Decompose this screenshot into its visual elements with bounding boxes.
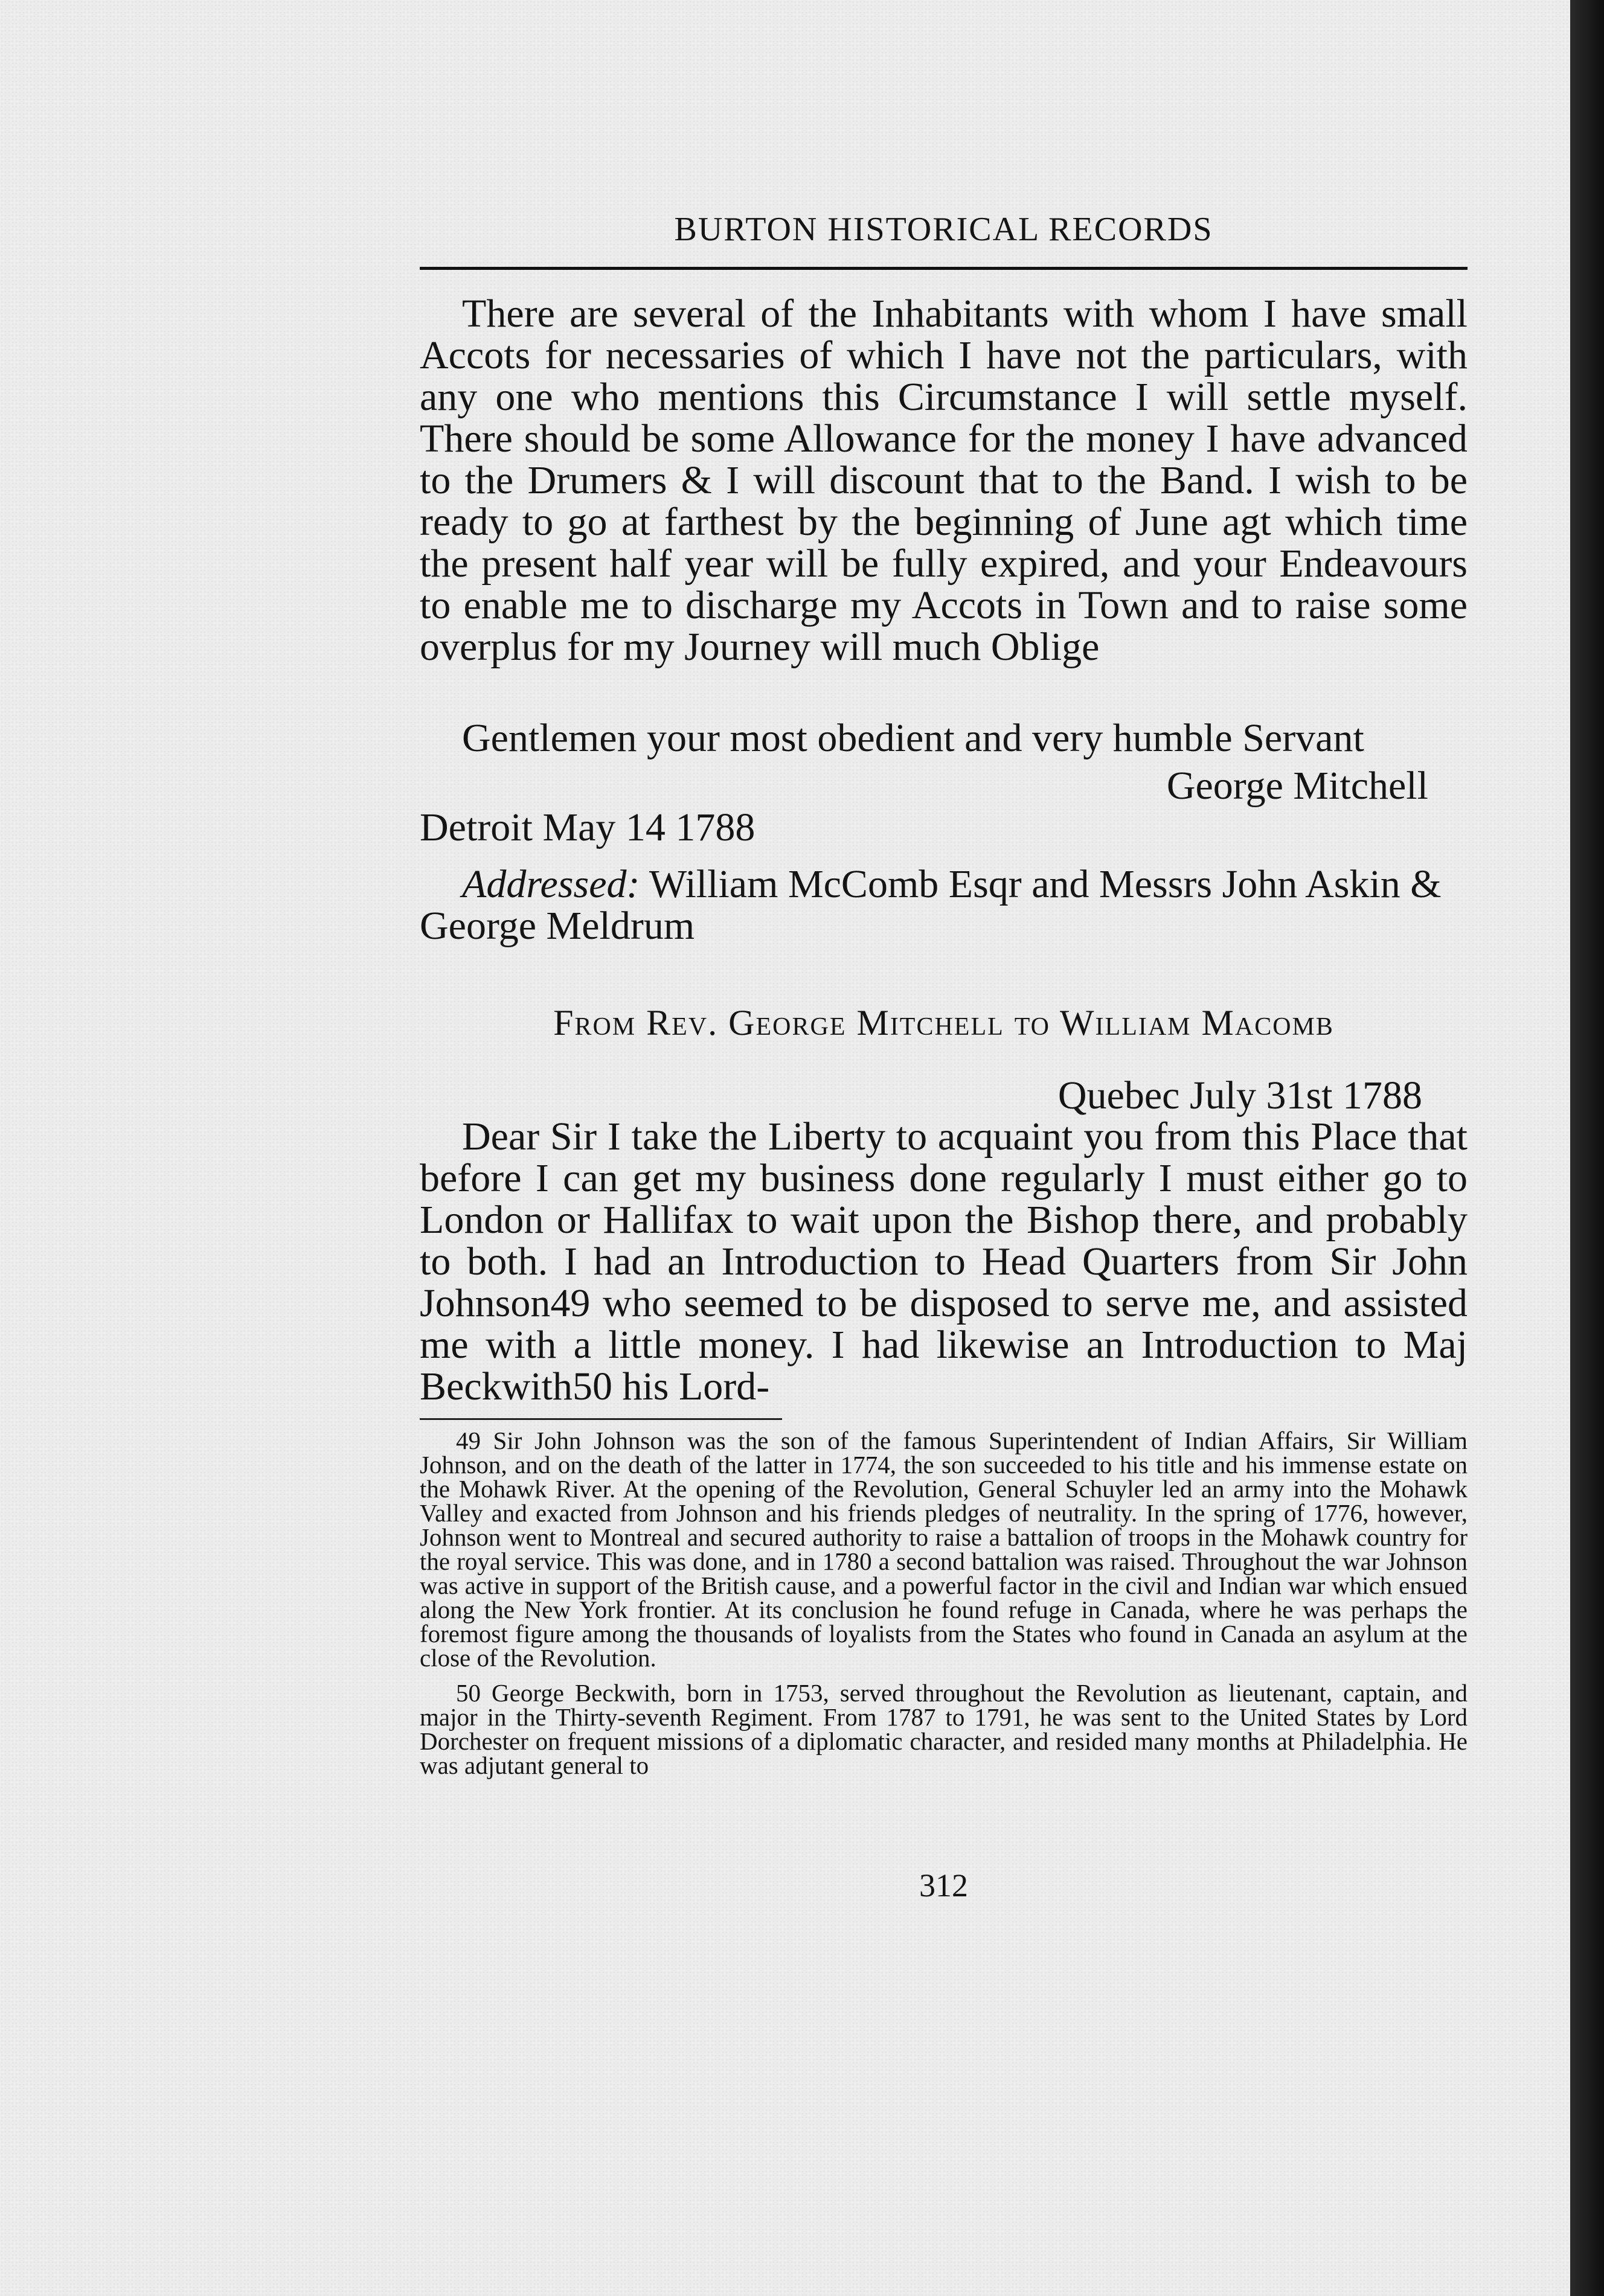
letter2-dateline: Quebec July 31st 1788 (1057, 1073, 1422, 1118)
letter2-body (420, 1116, 1468, 1407)
page-number: 312 (919, 1867, 968, 1904)
scan-edge-shadow (1570, 0, 1604, 2296)
letter1-closing: Gentlemen your most obedient and very humble Servant (462, 716, 1364, 760)
letter1-signature: George Mitchell (1166, 764, 1428, 808)
letter1-address (420, 863, 1468, 947)
footnote-49: 49 Sir John Johnson was the son of the famous Superintendent of Indian Affairs, Sir William Johnson, and on the death of the latter in 1774, the son succeeded to his title and his immense estate on the Mohawk River. At the opening of the Revolution, General Schuyler led an army into the Mohawk Valley and exacted from Johnson and his friends pledges of neutrality. In the spring of 1776, however, Johnson went to Montreal and secured authority to raise a battalion of troops in the Mohawk country for the royal service. This was done, and in 1780 a second battalion was raised. Throughout the war Johnson was active in support of the British cause, and a powerful factor in the civil and Indian war which ensued along the New York frontier. At its conclusion he found refuge in Canada, where he was perhaps the foremost figure among the thousands of loyalists from the States who found in Canada an asylum at the close of the Revolution. (420, 1427, 1468, 1672)
letter1-paragraph: There are several of the Inhabitants with whom I have small Accots for necessaries of which I have not the particulars, with any one who mentions this Circumstance I will settle myself. There should be some Allowance for the money I have advanced to the Drumers & I will discount that to the Band. I wish to be ready to go at farthest by the beginning of June agt which time the present half year will be fully expired, and your Endeavours to enable me to discharge my Accots in Town and to raise some overplus for my Journey will much Oblige (420, 292, 1468, 669)
addressed-text: William McComb Esqr and Messrs John Askin & George Meldrum (420, 862, 1442, 948)
footnotes (420, 1428, 1468, 1788)
running-head: BURTON HISTORICAL RECORDS (674, 211, 1213, 248)
addressed-label: Addressed: (462, 862, 640, 906)
footnote-50: 50 George Beckwith, born in 1753, served throughout the Revolution as lieutenant, captain, and major in the Thirty-seventh Regiment. From 1787 to 1791, he was sent to the United States by Lord Dorchester on frequent missions of a diplomatic character, and resided many months at Philadelphia. He was adjutant general to (420, 1679, 1468, 1779)
letter2-title: From Rev. George Mitchell to William Macomb (553, 1003, 1334, 1043)
footnote-rule (420, 1418, 782, 1420)
letter2-paragraph: Dear Sir I take the Liberty to acquaint you from this Place that before I can get my business done regularly I must either go to London or Hallifax to wait upon the Bishop there, and probably to both. I had an Introduction to Head Quarters from Sir John Johnson49 who seemed to be disposed to serve me, and assisted me with a little money. I had likewise an Introduction to Maj Beckwith50 his Lord- (420, 1114, 1468, 1409)
letter1-body (420, 293, 1468, 668)
header-rule (420, 267, 1468, 270)
letter1-dateline: Detroit May 14 1788 (420, 805, 755, 849)
